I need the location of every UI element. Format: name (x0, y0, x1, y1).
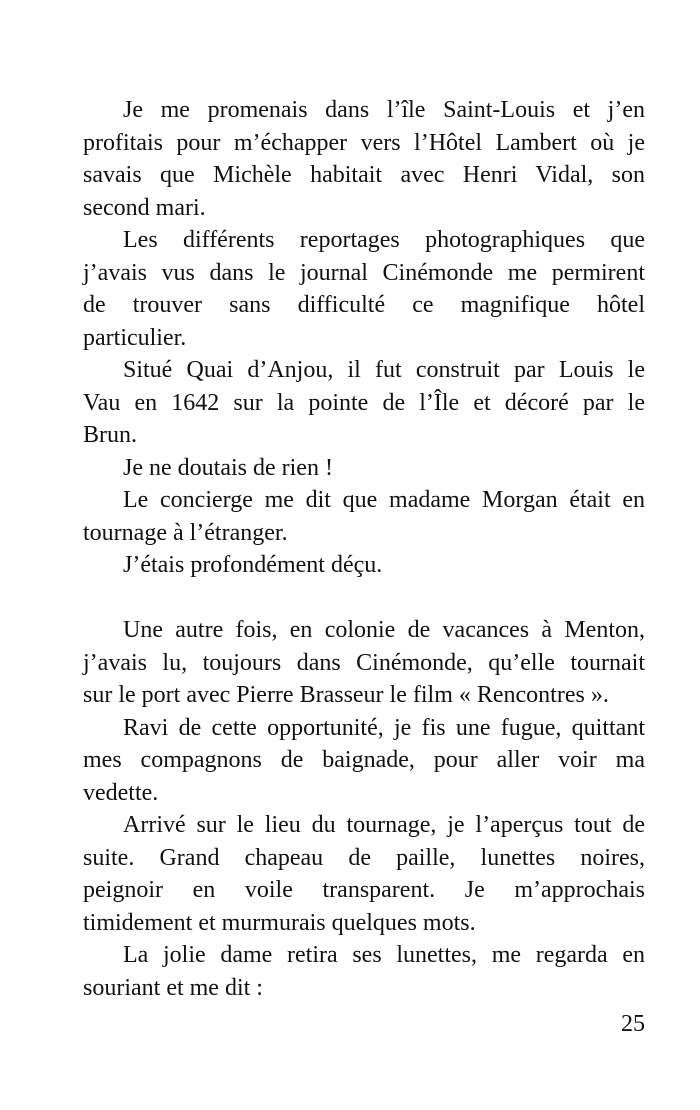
paragraph (83, 712, 645, 810)
paragraph (83, 484, 645, 549)
text-line: sur le port avec Pierre Brasseur le film « Rencontres ». (83, 682, 609, 708)
text-line: La jolie dame retira ses lunettes, me regarda en (123, 942, 645, 968)
paragraph (83, 614, 645, 712)
text-block (83, 94, 645, 1041)
text-line: Situé Quai d’Anjou, il fut construit par Louis le (123, 357, 645, 383)
text-line: J’étais profondément déçu. (123, 552, 383, 578)
page-number: 25 (621, 1011, 645, 1037)
paragraph (83, 549, 645, 582)
text-line: j’avais lu, toujours dans Cinémonde, qu’elle tournait (83, 649, 645, 676)
paragraphs-container (83, 94, 645, 1004)
text-line: second mari. (83, 194, 206, 221)
text-line: souriant et me dit : (83, 974, 263, 1001)
paragraph (83, 224, 645, 354)
paragraph (83, 452, 645, 485)
paragraph (83, 939, 645, 1004)
text-line: Brun. (83, 422, 137, 448)
text-line: Les différents reportages photographiques que (123, 227, 645, 253)
text-line: peignoir en voile transparent. Je m’approchais (83, 877, 645, 903)
text-line: Ravi de cette opportunité, je fis une fugue, quittant (123, 714, 645, 741)
text-line: mes compagnons de baignade, pour aller voir ma (83, 747, 645, 773)
text-line: timidement et murmurais quelques mots. (83, 909, 476, 936)
paragraph (83, 354, 645, 452)
paragraph (83, 94, 645, 224)
text-line: de trouver sans difficulté ce magnifique hôtel (83, 292, 645, 318)
text-line: particulier. (83, 324, 187, 351)
text-line: suite. Grand chapeau de paille, lunettes noires, (83, 844, 645, 871)
text-line: Vau en 1642 sur la pointe de l’Île et décoré par le (83, 389, 645, 416)
text-line: Le concierge me dit que madame Morgan était en (123, 487, 645, 513)
text-line: tournage à l’étranger. (83, 519, 288, 546)
text-line: vedette. (83, 779, 159, 806)
text-line: Une autre fois, en colonie de vacances à Menton, (123, 617, 645, 643)
text-line: savais que Michèle habitait avec Henri Vidal, son (83, 162, 645, 188)
paragraph (83, 809, 645, 939)
text-line: j’avais vus dans le journal Cinémonde me permirent (83, 259, 645, 286)
text-line: profitais pour m’échapper vers l’Hôtel Lambert où je (83, 129, 645, 156)
text-line: Je me promenais dans l’île Saint-Louis et j’en (123, 97, 645, 123)
text-line: Je ne doutais de rien ! (123, 454, 333, 481)
text-line: Arrivé sur le lieu du tournage, je l’aperçus tout de (123, 812, 645, 838)
